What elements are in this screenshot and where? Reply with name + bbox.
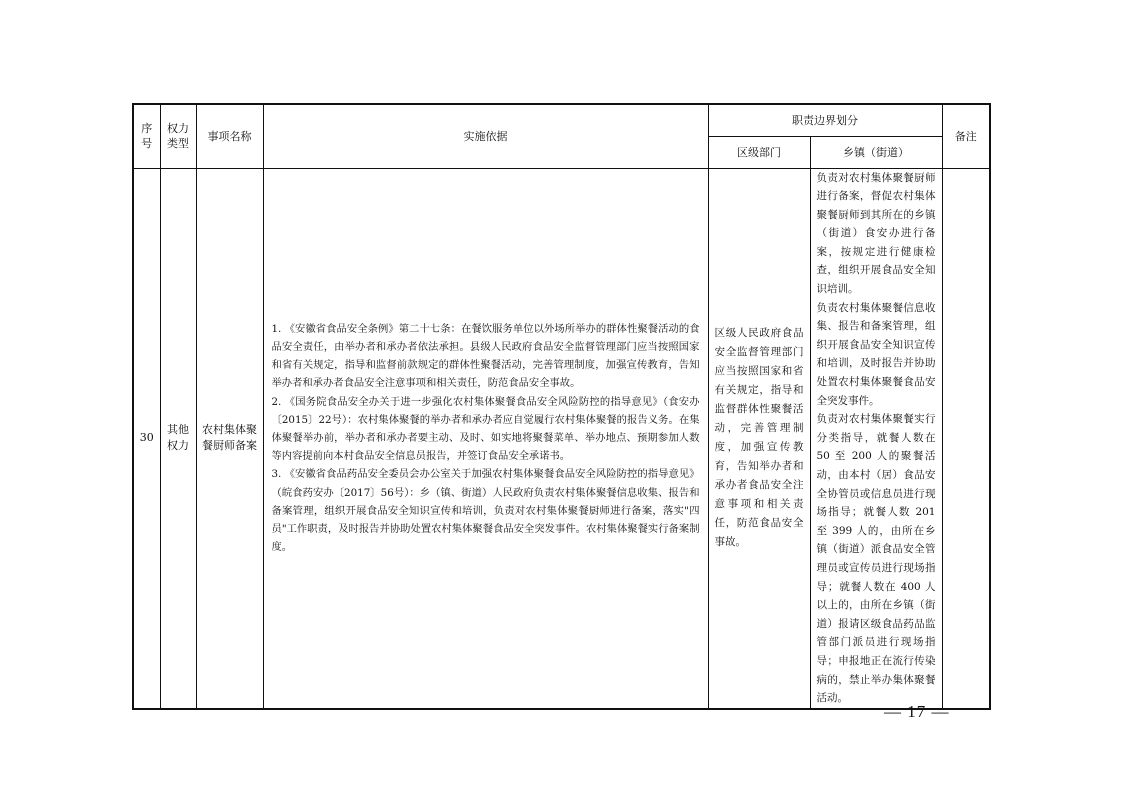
basis-paragraph-1: 1. 《安徽省食品安全条例》第二十七条：在餐饮服务单位以外场所举办的群体性聚餐活动的食品安全责任，由举办者和承办者依法承担。县级人民政府食品安全监督管理部门应当按照国家和省有关规定，指导和监督前款规定的群体性聚餐活动，完善管理制度，加强宣传教育，告知举办者和承办者食品安全注意事项和相关责任，防范食品安全事故。 (271, 322, 700, 390)
page-number: — 17 — (884, 702, 950, 721)
basis-paragraph-2: 2. 《国务院食品安全办关于进一步强化农村集体聚餐食品安全风险防控的指导意见》（食安办〔2015〕22号）：农村集体聚餐的举办者和承办者应自觉履行农村集体聚餐的报告义务。在集体聚餐举办前，举办者和承办者要主动、及时、如实地将聚餐菜单、举办地点、预期参加人数等内容提前向本村食品安全信息员报告，并签订食品安全承诺书。 (271, 395, 700, 463)
town-duty-paragraph-1: 负责对农村集体聚餐厨师进行备案，督促农村集体聚餐厨师到其所在的乡镇（街道）食安办进行备案，按规定进行健康检查，组织开展食品安全知识培训。 (816, 171, 936, 296)
town-duty-paragraph-3: 负责对农村集体聚餐实行分类指导，就餐人数在 50 至 200 人的聚餐活动，由本村（居）食品安全协管员或信息员进行现场指导；就餐人数 201 至 399 人的，由所在乡镇（街道）派食品安全管理员或宣传员进行现场指导；就餐人数在 400 人以上的，由所在乡镇（街道）报请区级食品药品监管部门派员进行现场指导；申报地正在流行传染病的，禁止举办集体聚餐活动。 (816, 413, 936, 705)
header-item-name: 事项名称 (196, 104, 263, 168)
row-basis (263, 168, 708, 709)
header-row-1 (133, 104, 990, 136)
duty-boundary-table (132, 103, 991, 710)
row-remarks (942, 168, 990, 709)
table-row (133, 168, 990, 709)
header-seq: 序 号 (133, 104, 160, 168)
power-type-line1: 其他 (167, 423, 189, 437)
row-item-name (196, 168, 263, 709)
row-power-type (160, 168, 196, 709)
header-power-type: 权力 类型 (160, 104, 196, 168)
header-remarks: 备注 (942, 104, 990, 168)
row-seq: 30 (133, 168, 160, 709)
item-name-line1: 农村集体聚 (202, 423, 257, 437)
basis-paragraph-3: 3. 《安徽省食品药品安全委员会办公室关于加强农村集体聚餐食品安全风险防控的指导意见》（皖食药安办〔2017〕56号）：乡（镇、街道）人民政府负责农村集体聚餐信息收集、报告和备案管理，组织开展食品安全知识宣传和培训，负责对农村集体聚餐厨师进行备案，落实"四员"工作职责，及时报告并协助处置农村集体聚餐食品安全突发事件。农村集体聚餐实行备案制度。 (271, 468, 700, 554)
header-duty-division: 职责边界划分 (708, 104, 942, 136)
item-name-line2: 餐厨师备案 (202, 439, 257, 453)
header-district-dept: 区级部门 (708, 136, 810, 168)
power-type-line2: 权力 (167, 439, 189, 453)
header-basis: 实施依据 (263, 104, 708, 168)
header-town-street: 乡镇（街道） (810, 136, 942, 168)
row-town-duty (810, 168, 942, 709)
row-district-duty (708, 168, 810, 709)
district-duty-text: 区级人民政府食品安全监督管理部门应当按照国家和省有关规定，指导和监督群体性聚餐活动，完善管理制度，加强宣传教育，告知举办者和承办者食品安全注意事项和相关责任，防范食品安全事故。 (714, 327, 804, 549)
town-duty-paragraph-2: 负责农村集体聚餐信息收集、报告和备案管理，组织开展食品安全知识宣传和培训，及时报告并协助处置农村集体聚餐食品安全突发事件。 (816, 301, 936, 407)
